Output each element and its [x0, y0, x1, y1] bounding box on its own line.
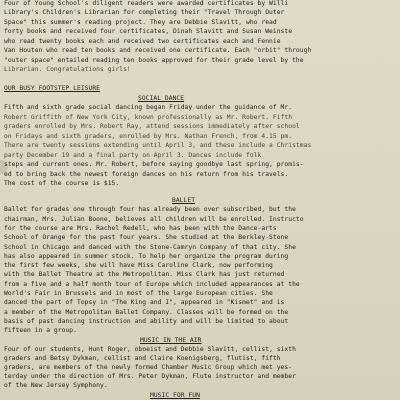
text-line: graders enrolled by Mrs. Robert Ray, attend sessions immediately after school	[4, 123, 300, 130]
text-line: There are twenty sessions extending until April 3, and these include a Christmas	[4, 142, 312, 149]
text-line: fifteen in a group.	[4, 327, 77, 335]
text-line: Van Houten who read ten books and received one certificate. Each "orbit" through	[4, 47, 312, 54]
text-line: party December 19 and a final party on April 3. Dances include folk	[4, 152, 262, 159]
text-line: from a five and a half month tour of Europe which included appearances at the	[4, 280, 300, 288]
text-line: a member of the Metropolitan Ballet Company. Classes will be formed on the	[4, 308, 289, 316]
text-line: Fifth and sixth grade social dancing began Friday under the guidance of Mr.	[4, 104, 293, 111]
text-line: School in Chicago and danced with the Stone-Camryn Company of that city. She	[4, 243, 296, 251]
text-line: for the course are Mrs. Rachel Redell, who has been with the Dance-arts	[4, 224, 277, 232]
text-line: Four of our students, Hunt Roger, oboeist and Debbie Slavitt, cellist, sixth	[4, 346, 296, 353]
text-line: terday under the direction of Mrs. Peter Dykman, Flute instructor and member	[4, 373, 296, 380]
text-line: Four of Young School's diligent readers were awarded certificates by Willi	[4, 0, 289, 7]
text-line: who read twenty books each and received two certificates each and Fennie	[4, 38, 281, 45]
text-line: basis of past dancing instruction and ability and will be limited to about	[4, 317, 289, 325]
text-line: has also appeared in summer stock. To help her organize the program during	[4, 252, 289, 260]
text-line: forty books and received four certificates, Dinah Slavitt and Susan Weinste	[4, 28, 293, 35]
section-heading: OUR BUSY FOOTSTEP LEISURE	[4, 85, 101, 92]
subsection-heading: MUSIC FOR FUN	[150, 392, 200, 399]
text-line: World's Fair in Brussels and in most of the large European cities. She	[4, 290, 273, 297]
text-line: the first few weeks, she will have Miss Caroline Clark, now performing	[4, 262, 273, 270]
text-line: Librarian. Congratulations girls!	[4, 66, 131, 73]
text-line: Robert Griffith of New York City, known professionally as Mr. Robert. Fifth	[4, 114, 293, 121]
text-line: Library's Children's Librarian for completing their "Travel Through Outer	[4, 9, 285, 16]
text-line: Ballet for grades one through four has already been over subscribed, but the	[4, 206, 296, 214]
text-line: graders and Betsy Dykman, cellist and Claire Koenigsberg, flutist, fifth	[4, 355, 281, 362]
subsection-heading: SOCIAL DANCE	[138, 95, 185, 102]
text-line: steps and current ones. Mr. Robert, before saying goodbye last spring, promis-	[4, 161, 304, 168]
text-line: of the New Jersey Symphony.	[4, 382, 108, 389]
text-line: chairman, Mrs. Julian Boone, believes all children will be enrolled. Instructo	[4, 215, 304, 223]
text-line: graders, are members of the newly formed Chamber Music Group which met yes-	[4, 364, 293, 371]
text-line: "outer space" entailed reading ten books approved for their grade level by the	[4, 57, 304, 64]
text-line: Space" this summer's reading project. They are Debbie Slavitt, who read	[4, 19, 277, 26]
subsection-heading: BALLET	[172, 197, 196, 204]
text-line: danced the part of Topsy in "The King and I", appeared in "Kismet" and is	[4, 299, 285, 307]
text-line: ed to bring back the newest foreign dances on his return from his travels.	[4, 171, 289, 178]
text-line: School of Orange for the past four years. She studied at the Berkley-Stone	[4, 234, 289, 242]
text-line: on Fridays and sixth graders, enrolled by Mrs. Nathan French, from 4.15 pm.	[4, 133, 293, 140]
text-line: The cost of the course is $15.	[4, 180, 120, 187]
text-line: with the Ballet Theatre at the Metropolitan. Miss Clark has just returned	[4, 271, 285, 279]
subsection-heading: MUSIC IN THE AIR	[140, 337, 202, 344]
